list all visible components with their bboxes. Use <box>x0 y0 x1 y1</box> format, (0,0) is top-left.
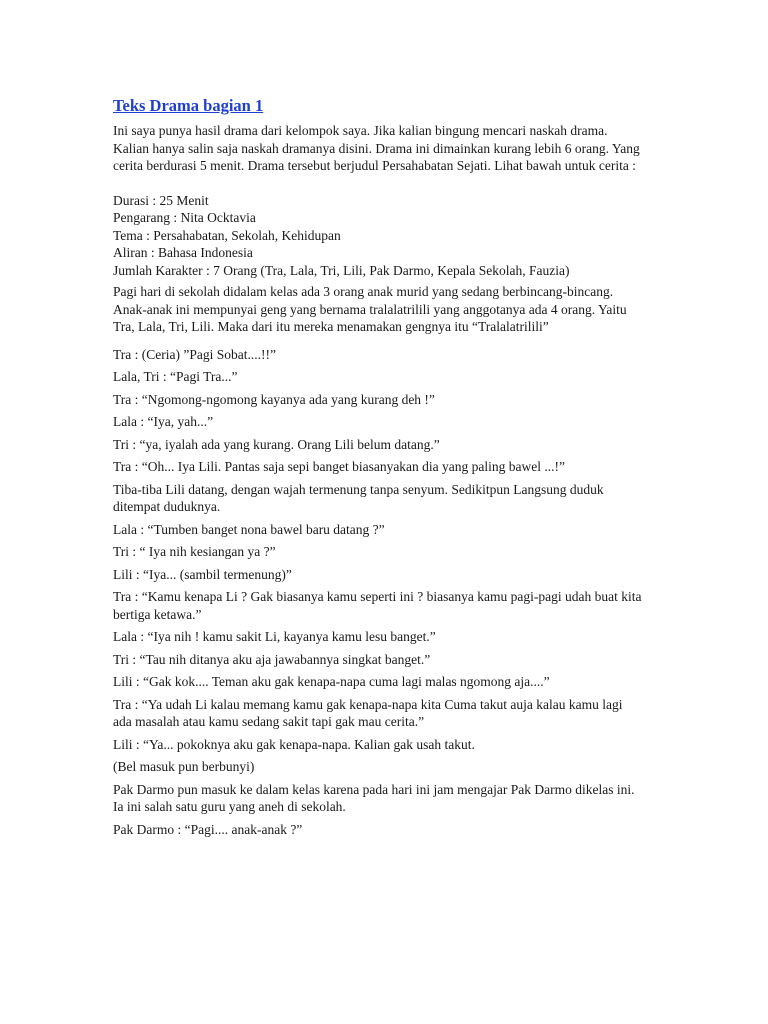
narration-line: Tiba-tiba Lili datang, dengan wajah termenung tanpa senyum. Sedikitpun Langsung duduk ditempat duduknya. <box>113 481 604 514</box>
info-jumlah-karakter: Jumlah Karakter : 7 Orang (Tra, Lala, Tri, Lili, Pak Darmo, Kepala Sekolah, Fauzia) <box>113 262 570 278</box>
dialog-line: Tra : “Oh... Iya Lili. Pantas saja sepi banget biasanyakan dia yang paling bawel ...!” <box>113 459 565 474</box>
dialog-line: Lala : “Iya, yah...” <box>113 414 214 429</box>
stage-direction: (Bel masuk pun berbunyi) <box>113 759 255 774</box>
info-aliran: Aliran : Bahasa Indonesia <box>113 245 253 260</box>
dialog-line: Pak Darmo : “Pagi.... anak-anak ?” <box>113 821 303 837</box>
info-durasi: Durasi : 25 Menit <box>113 192 209 208</box>
dialog-line: Lili : “Gak kok.... Teman aku gak kenapa-napa cuma lagi malas ngomong aja....” <box>113 674 550 689</box>
dialog-line: Lala : “Tumben banget nona bawel baru datang ?” <box>113 521 385 537</box>
info-pengarang: Pengarang : Nita Ocktavia <box>113 210 256 225</box>
intro-paragraph: Ini saya punya hasil drama dari kelompok saya. Jika kalian bingung mencari naskah drama. Kalian hanya salin saja naskah dramanya disini. Drama ini dimainkan kurang lebih 6 orang. Yang cerita berdurasi 5 menit. Drama tersebut berjudul Persahabatan Sejati. Lihat bawah untuk cerita : <box>113 123 640 173</box>
dialog-line: Tri : “ Iya nih kesiangan ya ?” <box>113 544 276 559</box>
opening-narration: Pagi hari di sekolah didalam kelas ada 3 orang anak murid yang sedang berbincang-bincang. Anak-anak ini mempunyai geng yang bernama tralalatrilili yang anggotanya ada 4 orang. Yaitu Tra, Lala, Tri, Lili. Maka dari itu mereka menamakan gengnya itu “Tralalatrilili” <box>113 284 627 334</box>
dialog-script <box>113 346 643 839</box>
dialog-line: Tri : “ya, iyalah ada yang kurang. Orang Lili belum datang.” <box>113 436 440 452</box>
dialog-line: Tra : “Ngomong-ngomong kayanya ada yang kurang deh !” <box>113 391 435 407</box>
narration-line: Pak Darmo pun masuk ke dalam kelas karena pada hari ini jam mengajar Pak Darmo dikelas ini. Ia ini salah satu guru yang aneh di sekolah. <box>113 781 635 814</box>
dialog-line: Lili : “Ya... pokoknya aku gak kenapa-napa. Kalian gak usah takut. <box>113 736 475 752</box>
document-body <box>113 96 643 843</box>
dialog-line: Lala, Tri : “Pagi Tra...” <box>113 369 238 384</box>
dialog-line: Tra : (Ceria) ”Pagi Sobat....!!” <box>113 346 276 362</box>
dialog-line: Lala : “Iya nih ! kamu sakit Li, kayanya kamu lesu banget.” <box>113 629 436 644</box>
info-tema: Tema : Persahabatan, Sekolah, Kehidupan <box>113 227 341 243</box>
drama-info-block <box>113 192 643 280</box>
dialog-line: Lili : “Iya... (sambil termenung)” <box>113 566 292 582</box>
dialog-line: Tri : “Tau nih ditanya aku aja jawabannya singkat banget.” <box>113 651 431 667</box>
dialog-line: Tra : “Kamu kenapa Li ? Gak biasanya kamu seperti ini ? biasanya kamu pagi-pagi udah buat kita bertiga ketawa.” <box>113 589 642 622</box>
dialog-line: Tra : “Ya udah Li kalau memang kamu gak kenapa-napa kita Cuma takut auja kalau kamu lagi ada masalah atau kamu sedang sakit tapi gak mau cerita.” <box>113 696 623 729</box>
document-title-link[interactable]: Teks Drama bagian 1 <box>113 96 264 115</box>
